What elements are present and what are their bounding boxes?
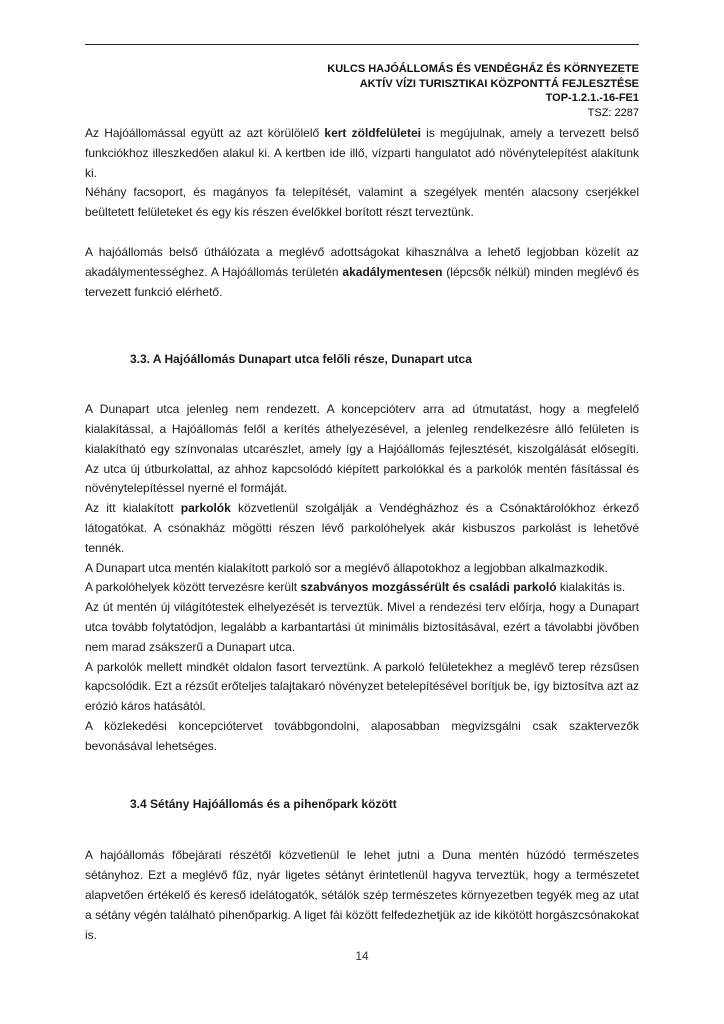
section33-paragraph-2 [85,499,639,558]
header-project-code: TOP-1.2.1.-16-FE1 [545,92,639,104]
bold-run: kert zöldfelületei [324,126,421,140]
header-title-line2: AKTÍV VÍZI TURISZTIKAI KÖZPONTTÁ FEJLESZTÉSE [359,77,639,90]
section34-paragraph-1: A hajóállomás főbejárati részétől közvetlenül le lehet jutni a Duna mentén húzódó természetes sétányhoz. Ezt a meglévő fűz, nyár ligetes sétányt érintetlenül hagyva terveztük, hogy a természetet alapvetően értékelő és kereső idelátogatók, sétálók szép természetes környezetben tegyék meg az utat a sétány végén található pihenőparkig. A liget fái között felfedezhetjük az ide kikötött horgászcsónakokat is. [85,848,639,942]
document-body [85,124,639,945]
section33-paragraph-5: Az út mentén új világítótestek elhelyezését is terveztük. Mivel a rendezési terv előírja, hogy a Dunapart utca tovább folytatódjon, legalább a karbantartási út minimális biztosításával, ezért a távolabbi jövőben nem marad zsákszerű a Dunapart utca. [85,600,639,654]
text-run: kialakítás is. [556,580,626,595]
document-header [79,62,639,120]
text-run: Az itt kialakított [85,501,181,516]
section33-paragraph-4 [85,578,639,598]
section33-paragraph-3: A Dunapart utca mentén kialakított parkoló sor a meglévő állapotokhoz a legjobban alkalmazkodik. [85,560,608,575]
text-run: (lépcsők nélkül) minden meglévő és tervezett funkció elérhető. [85,264,639,299]
bold-run: akadálymentesen [342,264,443,279]
intro-paragraph-1 [85,124,639,183]
text-run: közvetlenül szolgálják a Vendégházhoz és a Csónaktárolókhoz érkező látogatókat. A csónakház mögötti részen lévő parkolóhelyek akár kisbuszos parkolást is lehetővé tennék. [85,501,640,555]
text-run: is megújulnak, amely a tervezett belső funkciókhoz illeszkedően alakul ki. A kertben ide illő, vízparti hangulatot adó növénytelepítést alakítunk ki. [85,126,640,180]
bold-run: szabványos mozgássérült és családi parkoló [300,580,557,595]
text-run: A parkolóhelyek között tervezésre került [85,580,301,595]
section-heading-3-3: 3.3. A Hajóállomás Dunapart utca felőli része, Dunapart utca [130,352,472,367]
header-rule [85,44,639,45]
text-run: A hajóállomás belső úthálózata a meglévő adottságokat kihasználva a lehető legjobban közelít az akadálymentességhez. A Hajóállomás területén [85,244,639,279]
header-tsz: TSZ: 2287 [587,106,639,119]
text-run: Az Hajóállomással együtt az azt körülölelő [85,126,325,140]
section33-paragraph-6: A parkolók mellett mindkét oldalon fasort terveztünk. A parkoló felületekhez a meglévő terep rézsűsen kapcsolódik. Ezt a rézsűt erőteljes talajtakaró növényzet betelepítésével borítjuk be, így biztosítva azt az erózió káros hatásától. [85,659,639,714]
section33-paragraph-7: A közlekedési koncepciótervet továbbgondolni, alaposabban megvizsgálni csak szaktervezők bevonásával lehetséges. [85,718,639,753]
section33-paragraph-1: A Dunapart utca jelenleg nem rendezett. A koncepcióterv arra ad útmutatást, hogy a megfelelő kialakítással, a Hajóállomás felől a kerítés áthelyezésével, a jelenleg rendelkezésre álló felületen is kialakítható egy színvonalas utcarészlet, amely így a Hajóállomás fejlesztését, kiszolgálását elősegíti. Az utca új útburkolattal, az ahhoz kapcsolódó kiépített parkolókkal és a parkolók mentén fásítással és növénytelepítéssel nyerné el formáját. [85,402,639,496]
page-number: 14 [355,949,369,963]
section-heading-3-4: 3.4 Sétány Hajóállomás és a pihenőpark között [130,796,397,811]
header-title-line1: KULCS HAJÓÁLLOMÁS ÉS VENDÉGHÁZ ÉS KÖRNYEZETE [327,63,639,75]
bold-run: parkolók [180,501,231,516]
intro-paragraph-3 [85,243,639,302]
intro-paragraph-2: Néhány facsoport, és magányos fa telepítését, valamint a szegélyek mentén alacsony cserjékkel beültetett felületeket és egy kis részen évelőkkel borított részt terveztünk. [85,185,639,220]
paragraph-gap [85,223,639,243]
